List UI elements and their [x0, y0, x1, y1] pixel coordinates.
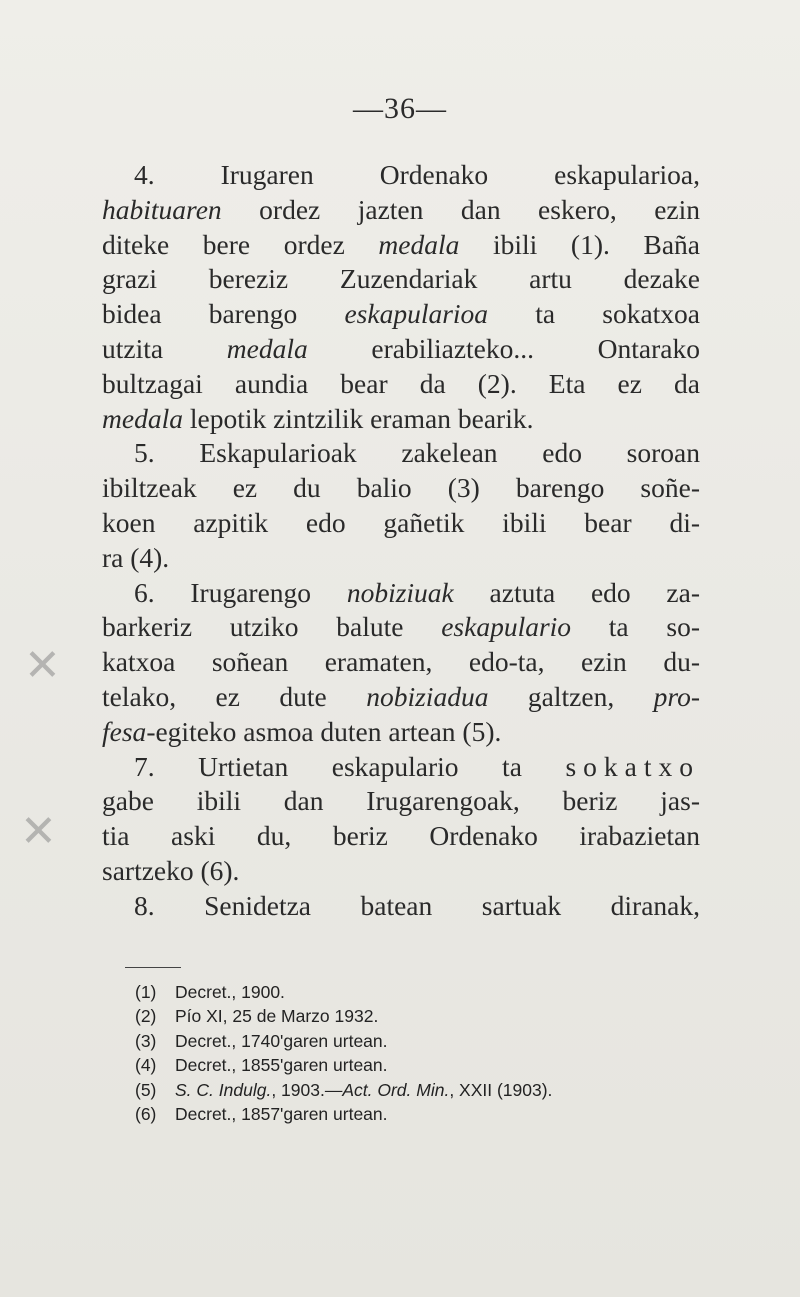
text-line: sartzeko (6).	[102, 854, 240, 886]
italic-term: fesa	[102, 715, 147, 747]
text-line	[102, 402, 700, 437]
text-fragment: 6. Irugarengo	[134, 576, 347, 608]
footnote-text: , XXII (1903).	[449, 1079, 553, 1100]
footnote	[135, 1102, 735, 1126]
footnote-text: Decret., 1740'garen urtean.	[175, 1030, 388, 1051]
text-fragment: erabiliazteko... Ontarako	[307, 332, 700, 364]
footnote-text: , 1903.—	[271, 1079, 343, 1100]
italic-term: eskapularioa	[344, 298, 489, 330]
text-fragment: ta sokatxoa	[488, 298, 700, 330]
pencil-cross-mark-icon: ✕	[20, 806, 57, 857]
footnote	[135, 1029, 735, 1053]
footnote-text: Decret., 1857'garen urtean.	[175, 1103, 388, 1124]
footnote	[135, 1004, 735, 1028]
text-fragment: barkeriz utziko balute	[102, 611, 442, 643]
text-line	[102, 610, 700, 645]
text-fragment: aztuta edo za-	[453, 576, 700, 608]
text-line: grazi bereziz Zuzendariak artu dezake	[102, 263, 700, 295]
italic-term: medala	[226, 332, 308, 364]
text-line: tia aski du, beriz Ordenako irabazietan	[102, 820, 700, 852]
text-line	[102, 680, 700, 715]
footnotes	[135, 980, 735, 1126]
text-line: koen azpitik edo gañetik ibili bear di-	[102, 506, 700, 538]
text-fragment: galtzen,	[488, 680, 654, 712]
text-line: ra (4).	[102, 541, 170, 573]
footnote-number: (3)	[135, 1030, 157, 1051]
footnote-italic: S. C. Indulg.	[175, 1079, 272, 1100]
text-fragment: -egiteko asmoa duten artean (5).	[146, 715, 502, 747]
body-text	[102, 158, 700, 924]
text-line	[102, 750, 700, 785]
text-fragment: diteke bere ordez	[102, 228, 379, 260]
text-line: katxoa soñean eramaten, edo-ta, ezin du-	[102, 646, 700, 678]
pencil-cross-mark-icon: ✕	[24, 640, 61, 691]
page-number: —36—	[353, 92, 447, 125]
text-line: 5. Eskapularioak zakelean edo soroan	[134, 437, 700, 469]
text-line	[102, 715, 700, 750]
footnote-number: (5)	[135, 1079, 157, 1100]
footnote-text: Decret., 1855'garen urtean.	[175, 1055, 388, 1076]
text-fragment: telako, ez dute	[102, 680, 367, 712]
footnote-text: Pío XI, 25 de Marzo 1932.	[175, 1006, 379, 1027]
text-fragment: ibili (1). Baña	[459, 228, 700, 260]
text-line: bultzagai aundia bear da (2). Eta ez da	[102, 367, 700, 399]
text-line	[102, 576, 700, 611]
text-fragment: utzita	[102, 332, 227, 364]
text-fragment: lepotik zintzilik eraman bearik.	[182, 402, 534, 434]
text-fragment: ta so-	[571, 611, 700, 643]
italic-term: habituaren	[102, 193, 222, 225]
footnote-text: Decret., 1900.	[175, 982, 285, 1002]
text-line	[102, 228, 700, 263]
footnote-rule	[125, 967, 181, 968]
italic-term: eskapulario	[441, 611, 572, 643]
footnote-italic: Act. Ord. Min.	[342, 1079, 450, 1100]
footnote	[135, 980, 735, 1004]
text-fragment: bidea barengo	[102, 298, 345, 330]
text-line: ibiltzeak ez du balio (3) barengo soñe-	[102, 472, 700, 504]
text-line	[102, 297, 700, 332]
text-line: 8. Senidetza batean sartuak diranak,	[134, 889, 700, 921]
text-line	[102, 332, 700, 367]
italic-term: pro-	[653, 680, 700, 712]
text-fragment: ordez jazten dan eskero, ezin	[221, 193, 700, 225]
footnote	[135, 1078, 735, 1102]
footnote	[135, 1053, 735, 1077]
footnote-number: (2)	[135, 1006, 157, 1027]
footnote-number: (6)	[135, 1103, 157, 1124]
text-fragment: 7. Urtietan eskapulario ta	[134, 750, 566, 782]
italic-term: medala	[378, 228, 460, 260]
italic-term: nobiziadua	[366, 680, 489, 712]
spaced-term: sokatxo	[565, 750, 700, 782]
footnote-number: (1)	[135, 982, 157, 1002]
text-line	[102, 193, 700, 228]
italic-term: medala	[102, 402, 183, 434]
text-line: 4. Irugaren Ordenako eskapularioa,	[134, 159, 700, 190]
footnote-number: (4)	[135, 1055, 157, 1076]
italic-term: nobiziuak	[346, 576, 454, 608]
text-line: gabe ibili dan Irugarengoak, beriz jas-	[102, 785, 700, 817]
